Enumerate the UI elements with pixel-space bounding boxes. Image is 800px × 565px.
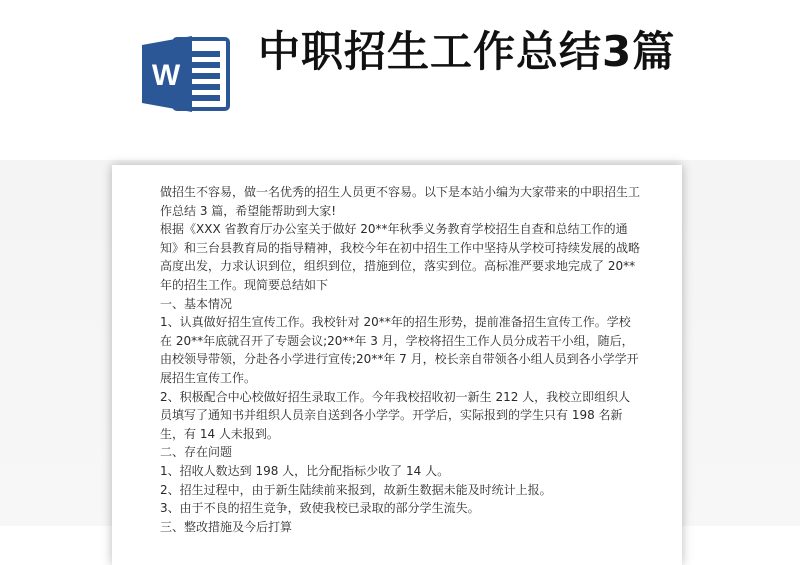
problem-item-3: 3、由于不良的招生竞争，致使我校已录取的部分学生流失。 <box>160 501 480 516</box>
problem-item-1: 1、招收人数达到 198 人，比分配指标少收了 14 人。 <box>160 463 450 478</box>
document-body <box>160 183 640 536</box>
section-heading-measures: 三、整改措施及今后打算 <box>160 519 293 534</box>
paragraph-intro: 做招生不容易，做一名优秀的招生人员更不容易。以下是本站小编为大家带来的中职招生工作总结 3 篇，希望能帮助到大家! <box>160 185 641 218</box>
paragraph-item-2: 2、积极配合中心校做好招生录取工作。今年我校招收初一新生 212 人，我校立即组织人员填写了通知书并组织人员亲自送到各小学学。开学后，实际报到的学生只有 198 名新生，有 14 人未报到。 <box>160 389 631 441</box>
document-page <box>112 165 682 565</box>
section-heading-problems: 二、存在问题 <box>160 445 233 460</box>
svg-text:W: W <box>151 59 181 92</box>
header-band <box>0 0 800 160</box>
paragraph-background: 根据《XXX 省教育厅办公室关于做好 20**年秋季义务教育学校招生自查和总结工作的通知》和三台县教育局的指导精神，我校今年在初中招生工作中坚持从学校可持续发展的战略高度出发，力求认识到位，组织到位，措施到位，落实到位。高标准严要求地完成了 20**年的招生工作。现简要总结如下 <box>160 222 641 292</box>
section-heading-basic: 一、基本情况 <box>160 296 233 311</box>
word-document-icon <box>140 33 232 115</box>
problem-item-2: 2、招生过程中，由于新生陆续前来报到，故新生数据未能及时统计上报。 <box>160 482 552 497</box>
paragraph-item-1: 1、认真做好招生宣传工作。我校针对 20**年的招生形势，提前准备招生宣传工作。学校在 20**年底就召开了专题会议;20**年 3 月，学校将招生工作人员分成若干小组，随后，由校领导带领，分赴各小学进行宣传;20**年 7 月，校长亲自带领各小组人员到各小学学开展招生宣传工作。 <box>160 315 639 385</box>
page-title: 中职招生工作总结3篇 <box>258 27 676 76</box>
